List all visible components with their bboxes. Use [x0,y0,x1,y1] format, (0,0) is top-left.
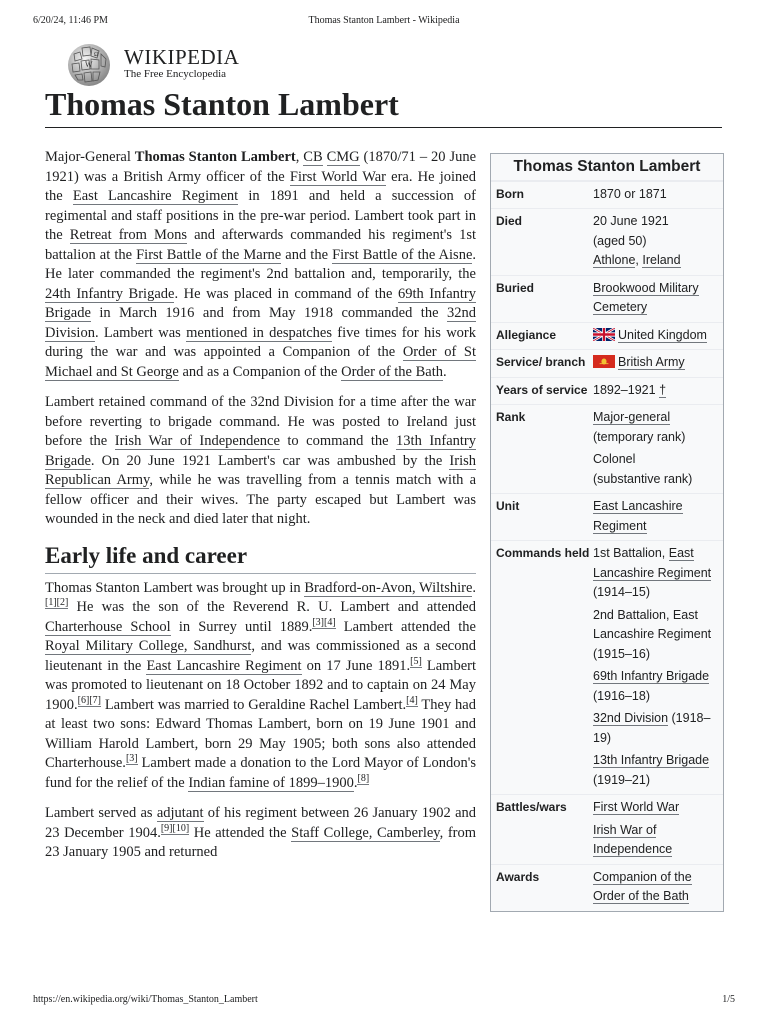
athlone-link[interactable]: Athlone [593,253,636,267]
indian-famine-link[interactable]: Indian famine of 1899–1900 [188,774,354,791]
first-battle-of-the-marne-link[interactable]: First Battle of the Marne [136,246,282,263]
order-of-the-bath-link[interactable]: Companion of the Order of the Bath [593,869,692,903]
united-kingdom-link[interactable]: United Kingdom [618,327,707,342]
text: , from 23 January 1905 and returned [45,824,476,860]
text: and the [281,246,333,263]
text: . [443,363,447,380]
text [323,149,327,165]
svg-text:Ω: Ω [94,52,99,58]
east-lancashire-regiment-link[interactable]: East Lancashire Regiment [593,499,683,533]
infobox-row-rank [491,404,723,493]
irish-republican-army-link[interactable]: Irish Republican Army [45,452,476,488]
retreat-from-mons-link[interactable]: Retreat from Mons [69,227,187,243]
text: , [295,149,304,165]
infobox-row-born [491,181,723,209]
page-title: Thomas Stanton Lambert [45,86,399,122]
death-age: (aged 50) [593,233,647,248]
text: He was the son of the Reverend R. U. Lambert and attended [68,599,476,615]
first-world-war-link[interactable]: First World War [289,168,386,185]
infobox-label: Buried [496,280,535,295]
intro-paragraph-2 [45,393,476,530]
infobox-row-buried [491,275,723,322]
british-army-link[interactable]: British Army [618,355,685,369]
text: He attended the [189,824,292,841]
infobox-label: Born [496,186,524,201]
text: . He was placed in command of the [174,285,398,302]
infobox-label: Died [496,214,523,228]
text: Lambert made a donation to the Lord Mayor of London's fund for the relief of the [45,755,476,791]
text: in Surrey until 1889. [170,618,313,635]
text: Lambert was married to Geraldine Rachel Lambert. [100,696,407,713]
13th-infantry-brigade-link[interactable]: 13th Infantry Brigade [45,433,477,469]
citation-link[interactable]: [4] [406,694,418,706]
text: on 17 June 1891. [301,657,411,674]
text: Thomas Stanton Lambert was brought up in [45,579,305,596]
print-date: 6/20/24, 11:46 PM [33,15,108,26]
cb-link[interactable]: CB [303,149,323,165]
citation-link[interactable]: [9] [160,822,173,834]
death-date: 20 June 1921 [593,214,669,228]
rank-item [593,450,719,489]
citation-link[interactable]: [8] [357,772,370,784]
citation-link[interactable]: [5] [410,655,422,667]
irish-war-of-independence-link[interactable]: Irish War of Independence [114,433,280,449]
text: , and was commissioned as a second lieutenant in the [45,638,476,674]
text: in 1891 and held a succession of regimental and staff positions in the pre-war period. Lambert took part in the [45,188,476,243]
infobox-row-battles [491,794,723,864]
infobox-row-awards [491,864,723,911]
text: (1914–15) [593,585,650,599]
order-of-st-michael-link[interactable]: Order of St Michael and St George [45,344,476,380]
24th-infantry-brigade-link[interactable]: 24th Infantry Brigade [45,285,175,302]
infobox-label: Unit [496,499,520,513]
text: They had at least two sons: Edward Thomas Lambert, born on 19 June 1901 and William Harold Lambert, born 29 May 1905; both sons also attended Charterhouse. [45,696,476,771]
13th-infantry-brigade-link[interactable]: 13th Infantry Brigade [593,753,710,767]
text: Lambert retained command of the 32nd Division for a time after the war before reverting to brigade command. He was posted to Ireland just before the [45,394,476,449]
svg-text:W: W [85,60,93,69]
infobox-row-died [491,208,723,275]
east-lancashire-regiment-link[interactable]: East Lancashire Regiment [72,188,239,204]
east-lancashire-regiment-link[interactable]: East Lancashire Regiment [146,657,302,674]
text: of his regiment between 26 January 1902 and 23 December 1904. [45,805,476,841]
order-of-the-bath-link[interactable]: Order of the Bath [341,363,443,380]
text: and as a Companion of the [178,363,342,380]
infobox-label: Awards [496,869,540,884]
text: . Lambert was [94,324,187,341]
text: Major-General [45,149,135,165]
text: to command the [279,433,397,449]
ireland-link[interactable]: Ireland [642,253,681,267]
royal-military-college-link[interactable]: Royal Military College, Sandhurst [45,638,252,654]
32nd-division-link[interactable]: 32nd Division [593,711,669,725]
citation-link[interactable]: [1] [45,597,57,609]
british-army-flag-icon [593,355,615,368]
infobox-row-allegiance [491,322,723,350]
charterhouse-school-link[interactable]: Charterhouse School [45,618,171,635]
infobox-label: Allegiance [496,327,557,342]
infobox-row-service [491,349,723,377]
cmg-link[interactable]: CMG [326,149,360,165]
text: (1916–18) [593,688,650,703]
article-body [45,148,476,874]
text: Lambert attended the [335,618,476,635]
first-world-war-link[interactable]: First World War [593,800,680,814]
text: (1919–21) [593,772,650,787]
section-heading-early-life: Early life and career [45,541,476,574]
subject-name: Thomas Stanton Lambert [134,149,296,165]
citation-link[interactable]: [4] [324,616,336,628]
infobox-label: Battles/wars [496,800,567,814]
uk-flag-icon [593,328,615,341]
citation-link[interactable]: [2] [56,597,69,609]
print-url: https://en.wikipedia.org/wiki/Thomas_Stanton_Lambert [33,994,258,1005]
text: Lambert served as [45,805,157,821]
bradford-on-avon-link[interactable]: Bradford-on-Avon, Wiltshire [304,579,473,596]
text: in March 1916 and from May 1918 commanded the [90,305,447,321]
years-value: 1892–1921 [593,382,656,397]
mentioned-in-despatches-link[interactable]: mentioned in despatches [186,324,332,341]
early-paragraph-2 [45,804,476,863]
rank-note: (substantive rank) [593,471,693,486]
command-item [593,751,719,790]
infobox-label: Rank [496,410,526,424]
infobox-row-unit [491,493,723,540]
69th-infantry-brigade-link[interactable]: 69th Infantry Brigade [593,669,710,683]
citation-link[interactable]: [3] [125,753,138,765]
text: . He later commanded the regiment's 2nd battalion and, temporarily, the [45,246,477,282]
east-lancashire-regiment-link[interactable]: East Lancashire Regiment [593,546,712,580]
infobox-row-years [491,377,723,405]
command-item [593,667,719,706]
infobox [490,153,724,912]
text: and afterwards commanded his regiment's 1st battalion at the [45,227,476,263]
text: . [472,579,476,596]
citation-link[interactable]: [7] [89,694,101,706]
command-item: 2nd Battalion, East Lancashire Regiment (1915–16) [593,607,712,661]
colonel-rank: Colonel [593,452,636,466]
print-title: Thomas Stanton Lambert - Wikipedia [308,15,460,26]
text: era. He joined the [45,168,476,204]
infobox-label: Years of service [496,382,588,397]
irish-war-of-independence-link[interactable]: Irish War of Independence [593,822,673,856]
text: , while he was travelling from a tennis match with a fellow officer and their wives. The party escaped but Lambert was wounded in the neck and died later that night. [45,472,477,527]
command-item [593,544,719,603]
infobox-row-commands [491,540,723,794]
text: (1918–19) [593,711,711,745]
infobox-value: 1870 or 1871 [593,186,667,201]
text: Lambert was promoted to lieutenant on 18 October 1892 and to captain on 24 May 1900. [45,657,476,713]
text: , [635,253,643,267]
adjutant-link[interactable]: adjutant [156,805,204,821]
infobox-label: Service/ branch [496,355,586,369]
command-item [593,709,719,748]
wikipedia-tagline: The Free Encyclopedia [124,68,227,80]
text: (1870/71 – 20 June 1921) was a British Army officer of the [45,149,477,185]
69th-infantry-brigade-link[interactable]: 69th Infantry Brigade [45,285,476,321]
wikipedia-globe-icon [64,42,114,88]
text: five times for his work during the war and was appointed a Companion of the [45,324,477,360]
brookwood-cemetery-link[interactable]: Brookwood Military Cemetery [593,280,699,314]
text: . [353,774,358,791]
killed-in-action-dagger[interactable]: † [659,382,667,397]
text: 1st Battalion, [593,546,669,560]
first-battle-of-the-aisne-link[interactable]: First Battle of the Aisne [332,246,473,263]
intro-paragraph-1 [45,148,476,382]
citation-link[interactable]: [3] [312,616,325,628]
wikipedia-wordmark: WIKIPEDIA [124,45,240,69]
text: . On 20 June 1921 Lambert's car was ambushed by the [90,452,450,469]
citation-link[interactable]: [10] [172,822,190,834]
citation-link[interactable]: [6] [77,694,90,706]
rank-item [593,408,719,447]
early-paragraph-1 [45,579,476,794]
title-divider [45,127,722,128]
infobox-title: Thomas Stanton Lambert [491,154,723,181]
infobox-label: Commands held [496,546,590,560]
32nd-division-link[interactable]: 32nd Division [45,305,476,341]
rank-note: (temporary rank) [593,429,686,444]
print-page-number: 1/5 [722,994,735,1005]
major-general-link[interactable]: Major-general [593,410,671,424]
staff-college-link[interactable]: Staff College, Camberley [291,824,440,841]
